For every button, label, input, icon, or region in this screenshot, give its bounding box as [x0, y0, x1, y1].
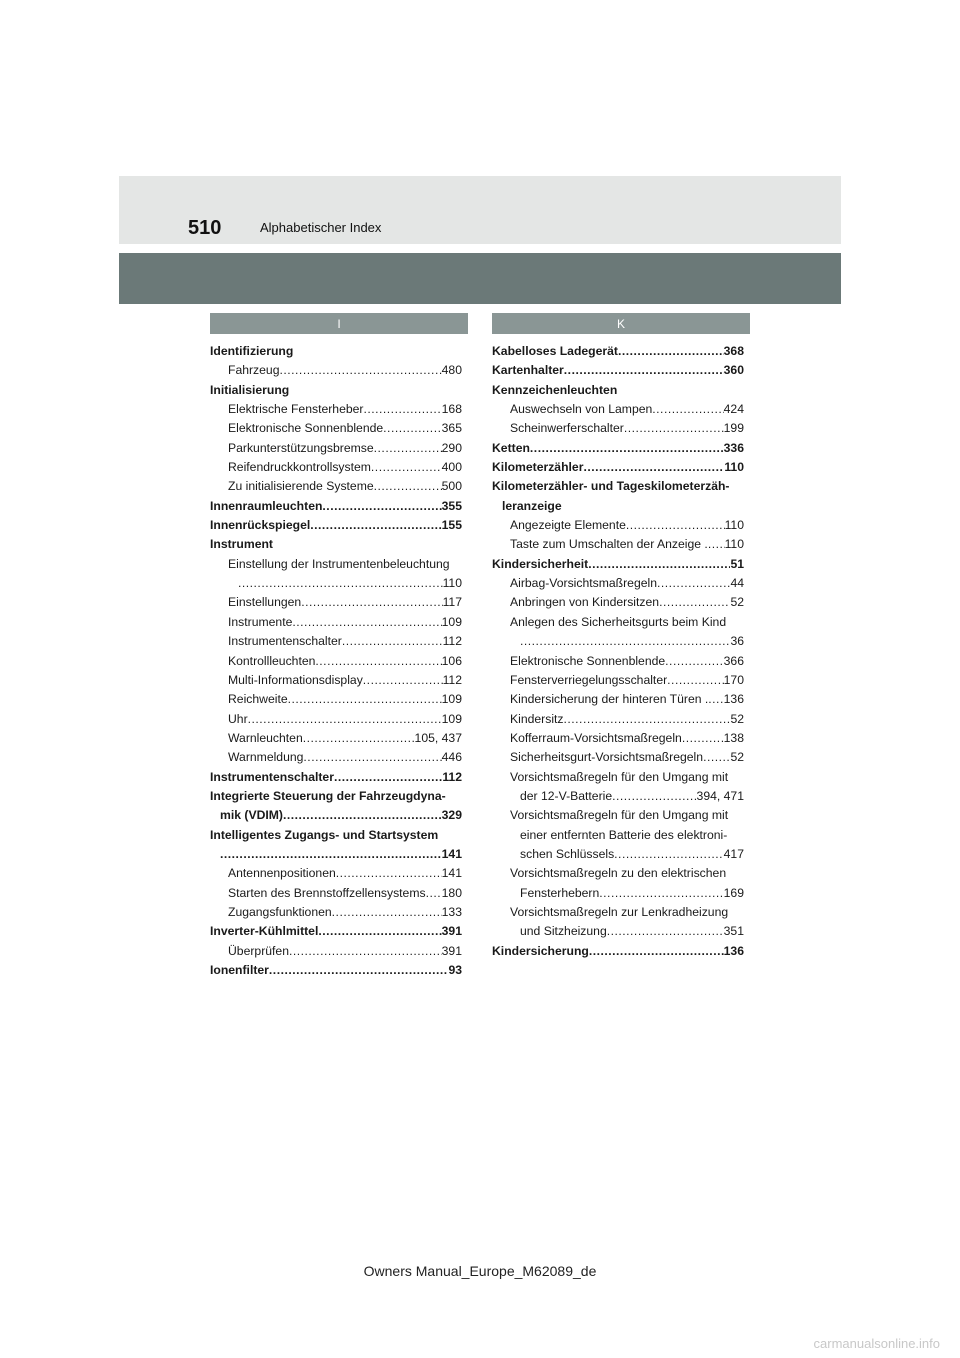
entry-page: 168 [441, 402, 462, 417]
entry-page: 136 [723, 692, 744, 707]
entry-term: Kindersicherung der hinteren Türen . [510, 692, 709, 707]
entry-page: 391 [441, 943, 462, 958]
index-entry [210, 826, 462, 845]
dot-leader [624, 419, 724, 438]
dot-leader [583, 458, 724, 477]
entry-page: 36 [730, 634, 744, 649]
dot-leader [315, 652, 441, 671]
entry-page: 180 [441, 885, 462, 900]
entry-page: 329 [441, 808, 462, 823]
section-title: Alphabetischer Index [260, 220, 382, 235]
index-entry [210, 613, 462, 632]
index-entry [210, 690, 462, 709]
dot-leader [292, 613, 441, 632]
entry-page: 110 [724, 460, 744, 475]
entry-term: Reichweite [228, 692, 288, 707]
dot-leader [336, 864, 442, 883]
entry-page: 355 [441, 498, 462, 513]
dot-leader [426, 884, 442, 903]
index-entry [492, 864, 744, 883]
entry-term: Scheinwerferschalter [510, 421, 624, 436]
dot-leader [652, 400, 723, 419]
dot-leader [530, 439, 724, 458]
dot-leader [374, 477, 442, 496]
dot-leader [703, 748, 730, 767]
index-entry [210, 884, 462, 903]
entry-page: 109 [441, 711, 462, 726]
dot-leader [520, 632, 730, 651]
index-entry [210, 845, 462, 864]
entry-term: und Sitzheizung [520, 924, 607, 939]
entry-page: 366 [723, 653, 744, 668]
entry-term: Einstellungen [228, 595, 302, 610]
dot-leader [220, 845, 442, 864]
index-entry [210, 942, 462, 961]
dot-leader [303, 729, 415, 748]
entry-term: der 12-V-Batterie [520, 788, 613, 803]
index-column-k [492, 342, 744, 961]
index-entry [210, 497, 462, 516]
dot-leader [363, 671, 443, 690]
index-entry [492, 806, 744, 825]
dot-leader [612, 787, 696, 806]
entry-page: 138 [723, 730, 744, 745]
index-entry [210, 535, 462, 554]
entry-page: 44 [730, 576, 744, 591]
index-entry [210, 555, 462, 574]
entry-term: Anbringen von Kindersitzen [510, 595, 660, 610]
entry-term: Kindersitz [510, 711, 564, 726]
entry-term: Instrumente [228, 614, 293, 629]
entry-term: Innenrückspiegel [210, 518, 311, 533]
dot-leader [288, 690, 442, 709]
index-entry [492, 535, 744, 554]
entry-term: Elektronische Sonnenblende [510, 653, 666, 668]
entry-page: 480 [441, 363, 462, 378]
entry-term: Warnleuchten [228, 730, 303, 745]
index-entry [492, 632, 744, 651]
dot-leader [269, 961, 449, 980]
entry-term: Kartenhalter [492, 363, 564, 378]
index-entry [492, 884, 744, 903]
index-entry [492, 942, 744, 961]
dot-leader [334, 768, 442, 787]
index-entry [492, 342, 744, 361]
dot-leader [564, 710, 731, 729]
dot-leader [301, 593, 442, 612]
entry-term: Fahrzeug [228, 363, 280, 378]
dot-leader [374, 439, 442, 458]
entry-page: 136 [723, 943, 744, 958]
entry-page: 368 [723, 344, 744, 358]
index-entry [492, 555, 744, 574]
dot-leader [289, 942, 442, 961]
dot-leader [342, 632, 443, 651]
dot-leader [363, 400, 441, 419]
dot-leader [708, 535, 725, 554]
index-entry [492, 613, 744, 632]
dot-leader [310, 516, 441, 535]
dot-leader [248, 710, 442, 729]
entry-page: 52 [730, 595, 744, 610]
index-entry [492, 477, 744, 496]
entry-term: Kindersicherheit [492, 556, 589, 571]
entry-page: 141 [441, 846, 462, 861]
entry-term: Angezeigte Elemente [510, 518, 626, 533]
entry-page: 170 [723, 672, 744, 687]
entry-term: Einstellung der Instrumentenbeleuchtung [228, 556, 450, 571]
entry-term: Auswechseln von Lampen [510, 402, 653, 417]
entry-page: 51 [730, 556, 744, 571]
entry-term: Ionenfilter [210, 963, 269, 977]
index-entry [210, 729, 462, 748]
dot-leader [614, 845, 723, 864]
entry-page: 290 [441, 440, 462, 455]
entry-term: Vorsichtsmaßregeln für den Umgang mit [510, 808, 729, 823]
index-entry [492, 381, 744, 400]
index-entry [492, 516, 744, 535]
index-entry [210, 748, 462, 767]
entry-term: Elektronische Sonnenblende [228, 421, 384, 436]
entry-term: Kilometerzähler- und Tageskilometerzäh- [492, 479, 730, 494]
title-bar [119, 253, 841, 304]
entry-page: 155 [441, 518, 462, 533]
entry-term: Sicherheitsgurt-Vorsichtsmaßregeln [510, 750, 704, 765]
entry-term: Instrumentenschalter [228, 634, 342, 649]
dot-leader [371, 458, 442, 477]
dot-leader [682, 729, 724, 748]
entry-term: Kilometerzähler [492, 460, 584, 475]
index-entry [210, 671, 462, 690]
index-entry [210, 864, 462, 883]
entry-page: 110 [442, 576, 462, 591]
entry-term: Zu initialisierende Systeme [228, 479, 374, 494]
index-entry [492, 710, 744, 729]
index-entry [492, 787, 744, 806]
index-entry [492, 903, 744, 922]
index-column-i [210, 342, 462, 980]
entry-page: 365 [441, 421, 462, 436]
dot-leader [589, 942, 724, 961]
entry-term: Uhr [228, 711, 248, 726]
entry-term: Überprüfen [228, 943, 289, 958]
entry-page: 199 [723, 421, 744, 436]
dot-leader [665, 652, 723, 671]
index-entry [492, 361, 744, 380]
index-entry [492, 922, 744, 941]
entry-term: Reifendruckkontrollsystem [228, 460, 371, 475]
dot-leader [322, 497, 441, 516]
entry-term: Ketten [492, 440, 530, 455]
entry-page: 336 [723, 440, 744, 455]
entry-term: Vorsichtsmaßregeln zu den elektrischen [510, 866, 727, 881]
entry-page: 117 [442, 595, 462, 610]
dot-leader [303, 748, 441, 767]
dot-leader [332, 903, 442, 922]
header-band [119, 176, 841, 244]
entry-term: Identifizierung [210, 344, 294, 358]
entry-page: 141 [441, 866, 462, 881]
index-entry [210, 922, 462, 941]
index-entry [492, 671, 744, 690]
entry-term: Starten des Brennstoffzellensystems [228, 885, 426, 900]
entry-page: 112 [442, 672, 462, 687]
entry-page: 424 [723, 402, 744, 417]
page-number: 510 [188, 217, 222, 239]
dot-leader [383, 419, 441, 438]
entry-page: 93 [448, 963, 462, 977]
index-entry [210, 516, 462, 535]
entry-term: Zugangsfunktionen [228, 904, 332, 919]
entry-term: Parkunterstützungsbremse [228, 440, 374, 455]
index-entry [210, 458, 462, 477]
entry-term: Innenraumleuchten [210, 498, 323, 513]
entry-page: 106 [441, 653, 462, 668]
entry-page: 112 [442, 769, 462, 784]
watermark: carmanualsonline.info [813, 1336, 940, 1351]
entry-page: 133 [441, 904, 462, 919]
index-entry [492, 768, 744, 787]
index-entry [210, 439, 462, 458]
entry-term: Warnmeldung [228, 750, 304, 765]
dot-leader [283, 806, 442, 825]
entry-page: 52 [730, 711, 744, 726]
index-entry [492, 593, 744, 612]
dot-leader [667, 671, 723, 690]
entry-page: 391 [441, 924, 462, 939]
column-heading-k: K [492, 313, 750, 334]
entry-term: Intelligentes Zugangs- und Startsystem [210, 827, 439, 842]
entry-page: 446 [441, 750, 462, 765]
index-entry [492, 826, 744, 845]
entry-term: leranzeige [502, 498, 562, 513]
index-entry [210, 361, 462, 380]
entry-term: Kofferraum-Vorsichtsmaßregeln [510, 730, 682, 745]
entry-term: Airbag-Vorsichtsmaßregeln [510, 576, 657, 591]
column-heading-i: I [210, 313, 468, 334]
dot-leader [607, 922, 724, 941]
index-entry [210, 593, 462, 612]
entry-term: Instrument [210, 537, 273, 552]
dot-leader [564, 361, 724, 380]
entry-term: Fensterhebern [520, 885, 600, 900]
index-entry [492, 419, 744, 438]
index-entry [210, 710, 462, 729]
index-entry [210, 400, 462, 419]
entry-page: 394, 471 [696, 788, 744, 803]
entry-term: Taste zum Umschalten der Anzeige . [510, 537, 708, 552]
index-entry [210, 477, 462, 496]
dot-leader [657, 574, 730, 593]
entry-page: 52 [730, 750, 744, 765]
dot-leader [280, 361, 442, 380]
dot-leader [588, 555, 730, 574]
entry-term: Vorsichtsmaßregeln zur Lenkradheizung [510, 904, 729, 919]
entry-term: Kontrollleuchten [228, 653, 316, 668]
index-entry [210, 381, 462, 400]
entry-page: 351 [723, 924, 744, 939]
index-entry [492, 439, 744, 458]
entry-term: Kennzeichenleuchten [492, 382, 618, 397]
index-entry [492, 690, 744, 709]
entry-term: Kindersicherung [492, 943, 589, 958]
dot-leader [318, 922, 441, 941]
entry-page: 110 [724, 518, 744, 533]
index-entry [210, 961, 462, 980]
entry-term: Initialisierung [210, 382, 290, 397]
index-entry [210, 342, 462, 361]
dot-leader [626, 516, 725, 535]
index-entry [492, 574, 744, 593]
entry-page: 109 [441, 692, 462, 707]
entry-term: Elektrische Fensterheber [228, 402, 364, 417]
entry-page: 169 [723, 885, 744, 900]
index-entry [210, 768, 462, 787]
entry-page: 112 [442, 634, 462, 649]
entry-term: Inverter-Kühlmittel [210, 924, 319, 939]
entry-page: 500 [441, 479, 462, 494]
entry-term: einer entfernten Batterie des elektroni- [520, 827, 728, 842]
entry-term: Vorsichtsmaßregeln für den Umgang mit [510, 769, 729, 784]
entry-page: 109 [441, 614, 462, 629]
dot-leader [708, 690, 723, 709]
entry-term: Anlegen des Sicherheitsgurts beim Kind [510, 614, 727, 629]
entry-term: Instrumentenschalter [210, 769, 334, 784]
entry-page: 417 [723, 846, 744, 861]
dot-leader [659, 593, 730, 612]
index-entry [492, 458, 744, 477]
entry-term: Integrierte Steuerung der Fahrzeugdyna- [210, 788, 446, 803]
entry-page: 110 [724, 537, 744, 552]
index-entry [492, 400, 744, 419]
dot-leader [238, 574, 443, 593]
dot-leader [599, 884, 723, 903]
entry-page: 105, 437 [414, 730, 462, 745]
index-entry [210, 652, 462, 671]
index-entry [210, 632, 462, 651]
index-entry [492, 729, 744, 748]
index-entry [492, 845, 744, 864]
entry-term: Multi-Informationsdisplay [228, 672, 363, 687]
entry-term: Fensterverriegelungsschalter [510, 672, 668, 687]
entry-term: Kabelloses Ladegerät [492, 344, 618, 358]
entry-page: 400 [441, 460, 462, 475]
entry-term: schen Schlüssels [520, 846, 615, 861]
index-entry [210, 903, 462, 922]
dot-leader [618, 342, 724, 361]
index-entry [210, 574, 462, 593]
index-entry [210, 787, 462, 806]
index-entry [492, 497, 744, 516]
entry-page: 360 [723, 363, 744, 378]
footer: Owners Manual_Europe_M62089_de [363, 1263, 597, 1279]
entry-term: mik (VDIM) [220, 808, 283, 823]
index-entry [210, 806, 462, 825]
index-entry [492, 748, 744, 767]
index-entry [210, 419, 462, 438]
entry-term: Antennenpositionen [228, 866, 336, 881]
index-entry [492, 652, 744, 671]
